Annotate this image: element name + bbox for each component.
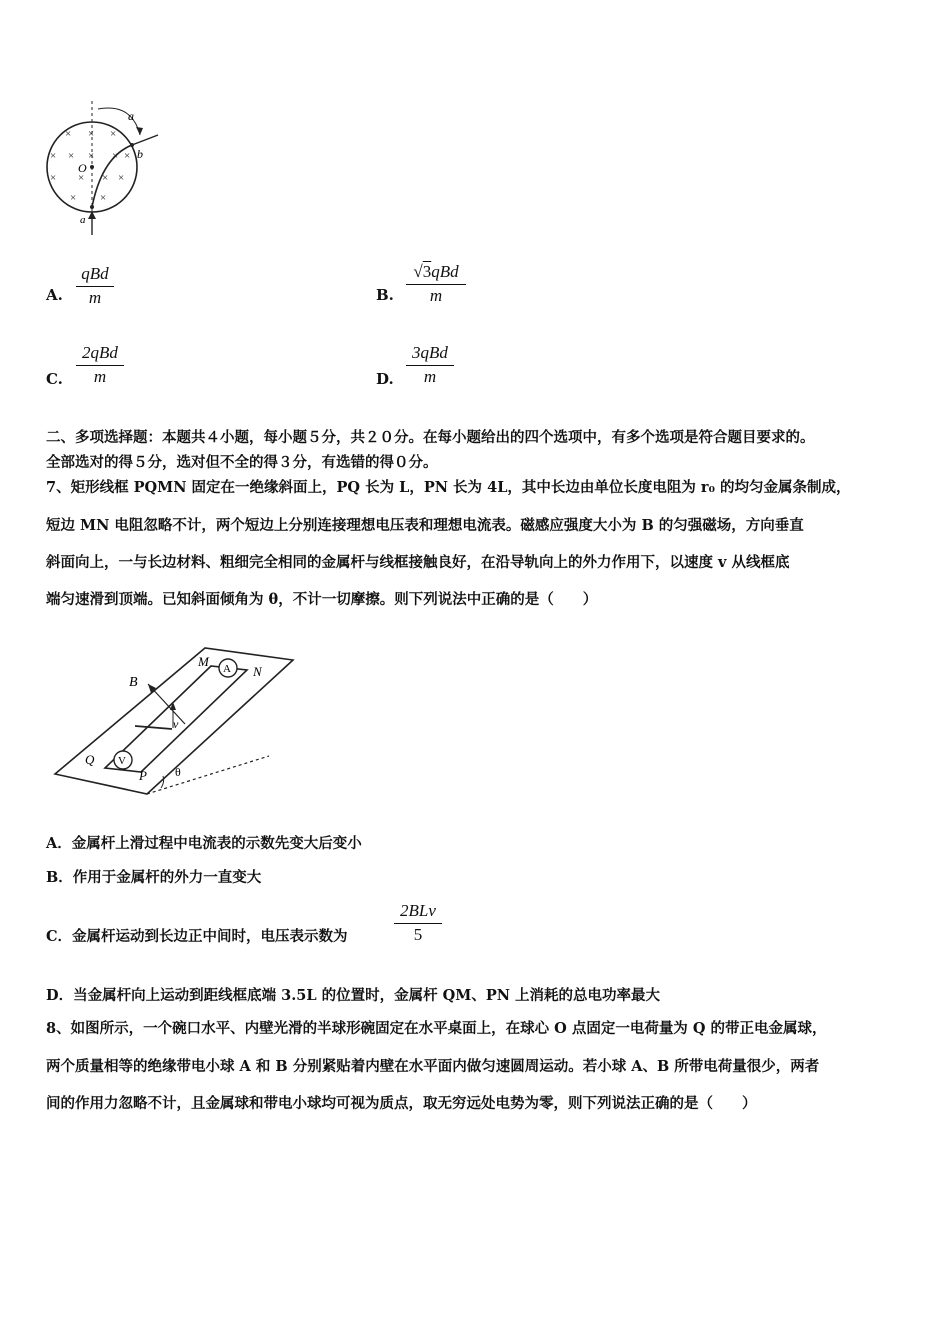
svg-text:×: × — [50, 172, 57, 184]
q7-option-b: B．作用于金属杆的外力一直变大 — [46, 869, 262, 886]
section2-heading-line1: 二、多项选择题：本题共４小题，每小题５分，共２０分。在每小题给出的四个选项中，有多个选项是符合题目要求的。 — [46, 429, 815, 446]
q7-line4: 端匀速滑到顶端。已知斜面倾角为 θ，不计一切摩擦。则下列说法中正确的是（ ） — [46, 591, 598, 608]
q8-line2: 两个质量相等的绝缘带电小球 A 和 B 分别紧贴着内壁在水平面内做匀速圆周运动。若小球 A、B 所带电荷量很少，两者 — [46, 1058, 820, 1075]
option-c-label: C. — [46, 370, 63, 388]
inclined-frame-figure — [45, 638, 305, 803]
option-b-fraction: √3qBd m — [406, 262, 466, 306]
metal-rod — [135, 726, 172, 729]
voltmeter-label: V — [118, 755, 126, 767]
label-b: b — [137, 147, 143, 161]
svg-text:×: × — [102, 172, 109, 184]
exit-point — [130, 143, 134, 147]
magnetic-field-circle-figure — [40, 95, 175, 245]
label-theta: θ — [175, 765, 181, 779]
q7-option-a: A．金属杆上滑过程中电流表的示数先变大后变小 — [46, 835, 362, 852]
option-a-label: A. — [46, 286, 63, 304]
option-d-fraction: 3qBd m — [406, 343, 454, 387]
entry-point — [90, 205, 94, 209]
section2-heading-line2: 全部选对的得５分，选对但不全的得３分，有选错的得０分。 — [46, 454, 438, 471]
label-v: v — [173, 717, 179, 731]
option-a-fraction: qBd m — [76, 264, 114, 308]
svg-text:×: × — [118, 172, 125, 184]
svg-text:×: × — [88, 128, 95, 140]
svg-text:×: × — [124, 150, 131, 162]
q8-line1: 8、如图所示，一个碗口水平、内壁光滑的半球形碗固定在水平桌面上，在球心 O 点固定一电荷量为 Q 的带正电金属球， — [46, 1020, 827, 1037]
incline-angle-arc — [161, 776, 164, 788]
svg-text:×: × — [78, 172, 85, 184]
q7-option-c-fraction: 2BLv 5 — [394, 901, 442, 945]
label-p: P — [139, 768, 147, 783]
svg-text:×: × — [112, 150, 119, 162]
svg-text:×: × — [88, 150, 95, 162]
option-d-label: D. — [376, 370, 394, 388]
option-c-fraction: 2qBd m — [76, 343, 124, 387]
svg-text:×: × — [50, 150, 57, 162]
q7-option-d: D．当金属杆向上运动到距线框底端 3.5L 的位置时，金属杆 QM、PN 上消耗的总电功率最大 — [46, 987, 661, 1004]
q7-line1: 7、矩形线框 PQMN 固定在一绝缘斜面上，PQ 长为 L，PN 长为 4L，其中长边由单位长度电阻为 r₀ 的均匀金属条制成， — [46, 479, 851, 496]
ammeter-label: A — [223, 663, 231, 675]
label-o: O — [78, 161, 87, 175]
label-b-field: B — [129, 675, 138, 690]
label-m: M — [198, 654, 209, 669]
exit-path-line — [132, 135, 158, 145]
svg-text:×: × — [70, 192, 77, 204]
label-a-top: a — [128, 109, 134, 123]
arc-arrowhead — [136, 127, 143, 135]
label-q: Q — [85, 752, 95, 767]
svg-text:×: × — [65, 128, 72, 140]
svg-text:×: × — [110, 128, 117, 140]
q7-line2: 短边 MN 电阻忽略不计，两个短边上分别连接理想电压表和理想电流表。磁感应强度大小为 B 的匀强磁场，方向垂直 — [46, 517, 804, 534]
q8-line3: 间的作用力忽略不计，且金属球和带电小球均可视为质点，取无穷远处电势为零，则下列说法正确的是（ ） — [46, 1095, 757, 1112]
label-n: N — [253, 664, 262, 679]
center-point — [90, 165, 94, 169]
label-a-bottom: a — [80, 214, 86, 226]
q7-option-c: C．金属杆运动到长边正中间时，电压表示数为 — [46, 928, 348, 945]
svg-text:×: × — [68, 150, 75, 162]
svg-text:×: × — [100, 192, 107, 204]
q7-line3: 斜面向上，一与长边材料、粗细完全相同的金属杆与线框接触良好，在沿导轨向上的外力作用下，以速度 v 从线框底 — [46, 554, 790, 571]
horizontal-dashed-line — [147, 756, 269, 794]
field-crosses — [50, 128, 130, 204]
option-b-label: B. — [376, 286, 394, 304]
